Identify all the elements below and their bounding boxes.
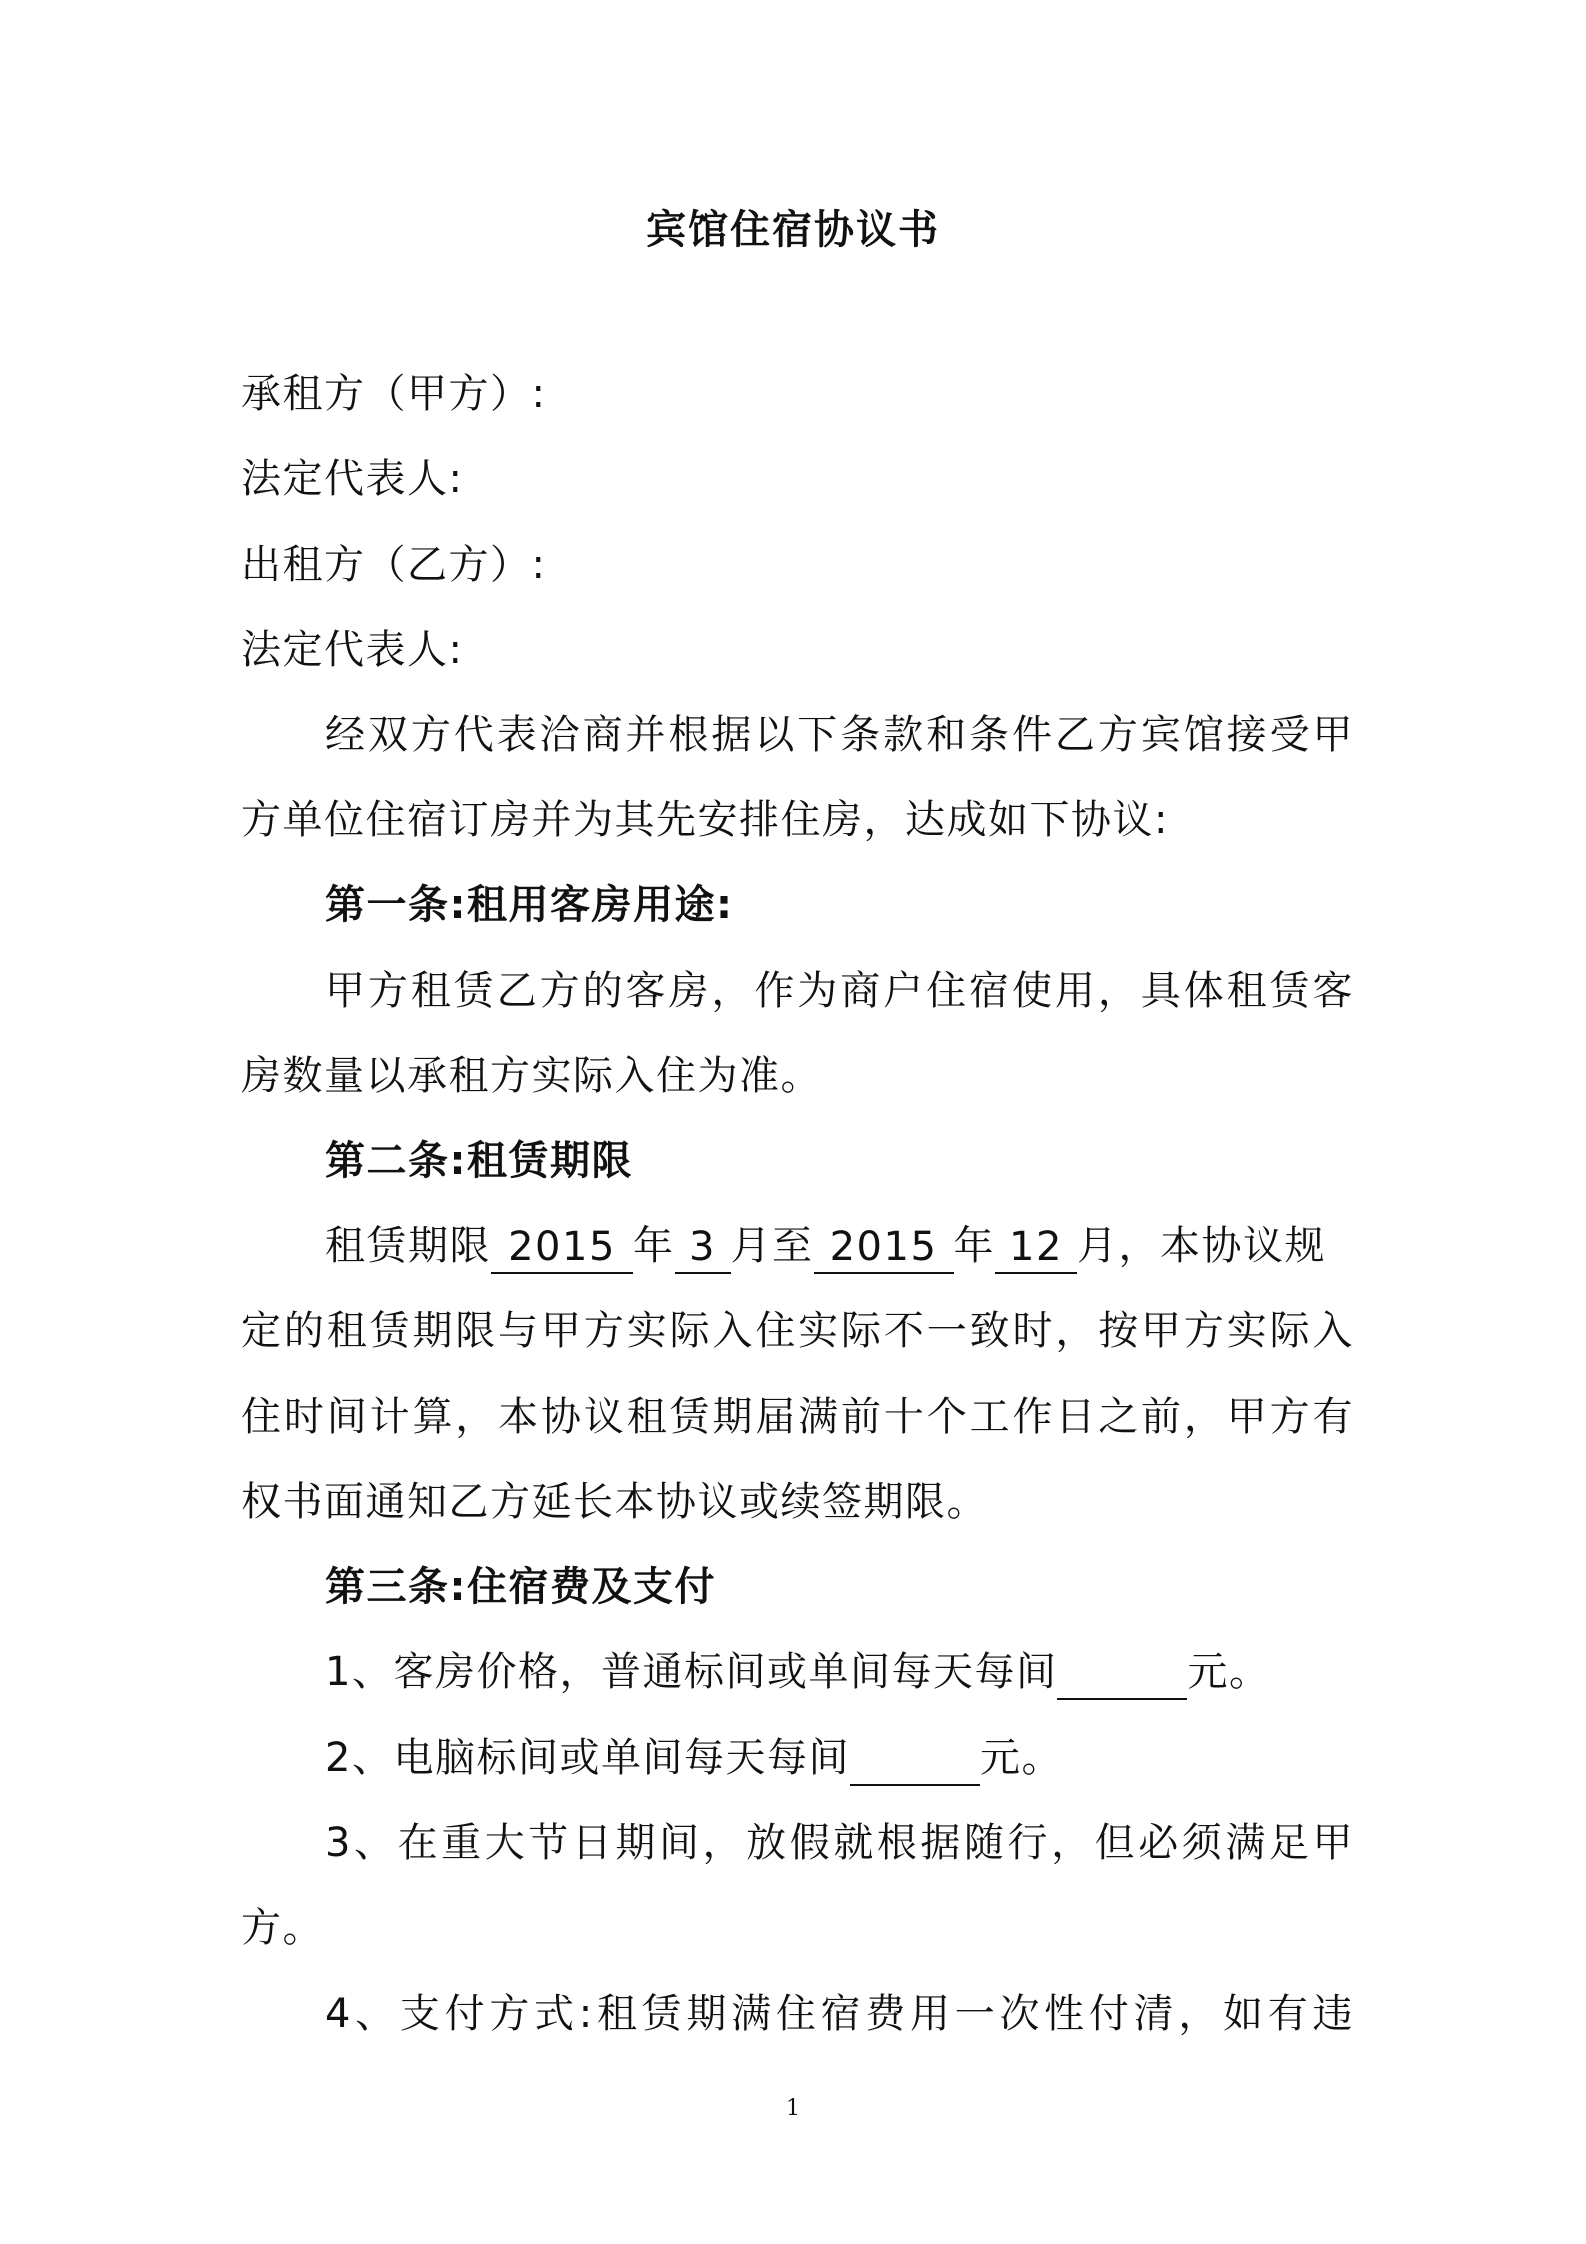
lessee-representative-label: 法定代表人:: [241, 456, 464, 502]
article-3-item-3-line-1: 3、在重大节日期间，放假就根据随行，但必须满足甲: [325, 1820, 1354, 1866]
month-to-text: 月至: [730, 1223, 814, 1269]
end-month-field[interactable]: 12: [995, 1222, 1077, 1274]
article-2-heading: 第二条:租赁期限: [325, 1138, 633, 1184]
article-3-item-4-line-1: 4、支付方式:租赁期满住宿费用一次性付清，如有违: [325, 1991, 1354, 2037]
standard-room-price-field[interactable]: [1057, 1648, 1187, 1700]
article-2-line-2: 定的租赁期限与甲方实际入住实际不一致时，按甲方实际入: [241, 1308, 1354, 1354]
lease-term-prefix: 租赁期限: [325, 1223, 491, 1269]
article-2-line-4: 权书面通知乙方延长本协议或续签期限。: [241, 1479, 988, 1525]
lease-term-line: [325, 1218, 1354, 1274]
article-1-line-1: 甲方租赁乙方的客房，作为商户住宿使用，具体租赁客: [325, 968, 1354, 1014]
article-1-line-2: 房数量以承租方实际入住为准。: [241, 1053, 822, 1099]
article-3-item-3-line-2: 方。: [241, 1905, 324, 1951]
start-year-field[interactable]: 2015: [491, 1222, 633, 1274]
article-3-item-1: [325, 1644, 1354, 1700]
lessor-representative-label: 法定代表人:: [241, 627, 464, 673]
start-month-field[interactable]: 3: [675, 1222, 731, 1274]
document-title: 宾馆住宿协议书: [646, 207, 940, 253]
year-char-2: 年: [953, 1223, 995, 1269]
item-1-unit: 元。: [1187, 1649, 1271, 1695]
intro-line-2: 方单位住宿订房并为其先安排住房，达成如下协议:: [241, 797, 1169, 843]
page-number: 1: [786, 2096, 800, 2121]
lease-term-suffix: 月，本协议规: [1077, 1223, 1326, 1269]
lessor-label: 出租方（乙方）:: [241, 542, 547, 588]
year-char-1: 年: [633, 1223, 675, 1269]
item-2-text: 2、电脑标间或单间每天每间: [325, 1735, 850, 1781]
computer-room-price-field[interactable]: [850, 1734, 980, 1786]
end-year-field[interactable]: 2015: [814, 1222, 954, 1274]
article-1-heading: 第一条:租用客房用途:: [325, 882, 734, 928]
article-3-item-2: [325, 1730, 1354, 1786]
item-2-unit: 元。: [979, 1735, 1063, 1781]
article-2-line-3: 住时间计算，本协议租赁期届满前十个工作日之前，甲方有: [241, 1394, 1354, 1440]
article-3-heading: 第三条:住宿费及支付: [325, 1564, 716, 1610]
item-1-text: 1、客房价格，普通标间或单间每天每间: [325, 1649, 1058, 1695]
intro-line-1: 经双方代表洽商并根据以下条款和条件乙方宾馆接受甲: [325, 712, 1354, 758]
lessee-label: 承租方（甲方）:: [241, 371, 547, 417]
